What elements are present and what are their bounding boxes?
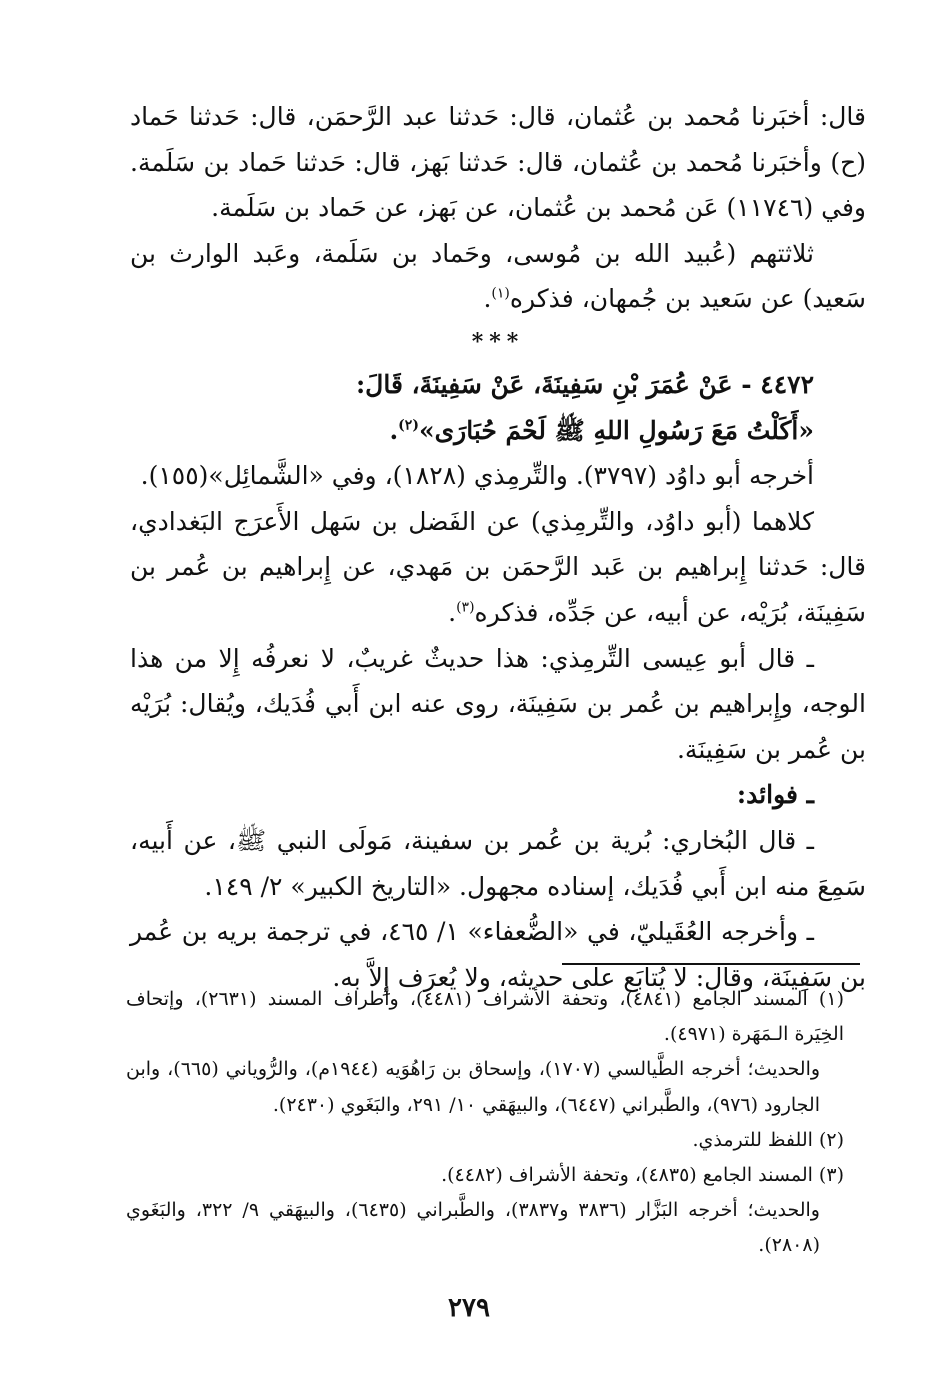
footnote: (٢) اللفظ للترمذي.	[692, 1128, 844, 1151]
text-paragraph: أخرجه أبو داوُد (٣٧٩٧). والتِّرمِذي (١٨٢٨)، وفي «الشَّمائِل»(١٥٥).	[140, 461, 814, 491]
text-paragraph: ـ قال أبو عِيسى التِّرمِذي: هذا حديثٌ غريبٌ، لا نعرفُه إِلا من هذا الوجه، وإِبراهيم بن عُمر بن سَفِينَة، روى عنه ابن أَبي فُدَيك، ويُقال: بُرَيْه بن عُمر بن سَفِينَة.	[130, 643, 866, 764]
hadith-text: «أَكَلْتُ مَعَ رَسُولِ اللهِ ﷺ لَحْمَ حُبَارَى»$^{(٢)}$.	[389, 415, 814, 445]
section-separator: ***	[471, 328, 525, 355]
text-paragraph: ثلاثتهم (عُبيد الله بن مُوسى، وحَماد بن سَلَمة، وعَبد الوارث بن سَعيد) عن سَعيد بن جُمهان، فذكره$^{(١)}$.	[130, 238, 866, 314]
footnote-ref: (٣)	[456, 599, 475, 616]
footnote-ref: (١)	[491, 286, 510, 303]
footnote-detail: والحديث؛ أخرجه الطَّيالسي (١٧٠٧)، وإسحاق بن رَاهُوَيه (١٩٤٤م)، والرُّوياني (٦٦٥)، وابن الجارود (٩٧٦)، والطَّبراني (٦٤٤٧)، والبيهَقي ١٠/ ٢٩١، والبَغَوي (٢٤٣٠).	[126, 1058, 821, 1116]
footnotes	[126, 982, 868, 1264]
footnote: (٣) المسند الجامع (٤٨٣٥)، وتحفة الأشراف (٤٤٨٢).	[441, 1164, 844, 1187]
footnote: (١) المسند الجامع (٤٨٤١)، وتحفة الأشراف (٤٤٨١)، وأطراف المسند (٢٦٣١)، وإتحاف الخِيَرة الـمَهَرة (٤٩٧١).	[126, 988, 844, 1046]
text-paragraph: كلاهما (أبو داوُد، والتِّرمِذي) عن الفَضل بن سَهل الأَعرَج البَغدادي، قال: حَدثنا إِبراهيم بن عَبد الرَّحمَن بن مَهدي، عن إِبراهيم بن عُمر بن سَفِينَة، بُرَيْه، عن أبيه، عن جَدِّه، فذكره$^{(٣)}$.	[130, 506, 866, 627]
text-paragraph: ـ وأخرجه العُقَيليّ، في «الضُّعفاء» ١/ ٤٦٥، في ترجمة بريه بن عُمر بن سَفِينَة، وقال: لا يُتابَع على حديثه، ولا يُعرَف إِلاَّ به.	[130, 917, 866, 992]
footnote-ref: (٢)	[398, 417, 419, 434]
section-heading: ـ فوائد:	[736, 780, 814, 810]
hadith-heading: ٤٤٧٢ - عَنْ عُمَرَ بْنِ سَفِينَةَ، عَنْ سَفِينَةَ، قَالَ:	[355, 369, 814, 399]
footnote-detail: والحديث؛ أخرجه البَزَّار (٣٨٣٦ و٣٨٣٧)، والطَّبراني (٦٤٣٥)، والبيهَقي ٩/ ٣٢٢، والبَغَوي (٢٨٠٨).	[126, 1199, 820, 1257]
text-paragraph: ـ قال البُخاري: بُرية بن عُمر بن سفينة، مَولَى النبي ﷺ، عن أَبيه، سَمِعَ منه ابن أَبي فُدَيك، إسناده مجهول. «التاريخ الكبير» ٢/ ١٤٩.	[130, 825, 866, 901]
main-text	[130, 94, 866, 1000]
footnote-divider	[562, 963, 860, 965]
page-number: ٢٧٩	[448, 1293, 490, 1323]
text-paragraph: قال: أخبَرنا مُحمد بن عُثمان، قال: حَدثنا عبد الرَّحمَن، قال: حَدثنا حَماد (ح) وأخبَرنا مُحمد بن عُثمان، قال: حَدثنا بَهز، قال: حَدثنا حَماد بن سَلَمة. وفي (١١٧٤٦) عَن مُحمد بن عُثمان، عن بَهز، عن حَماد بن سَلَمة.	[130, 102, 866, 223]
